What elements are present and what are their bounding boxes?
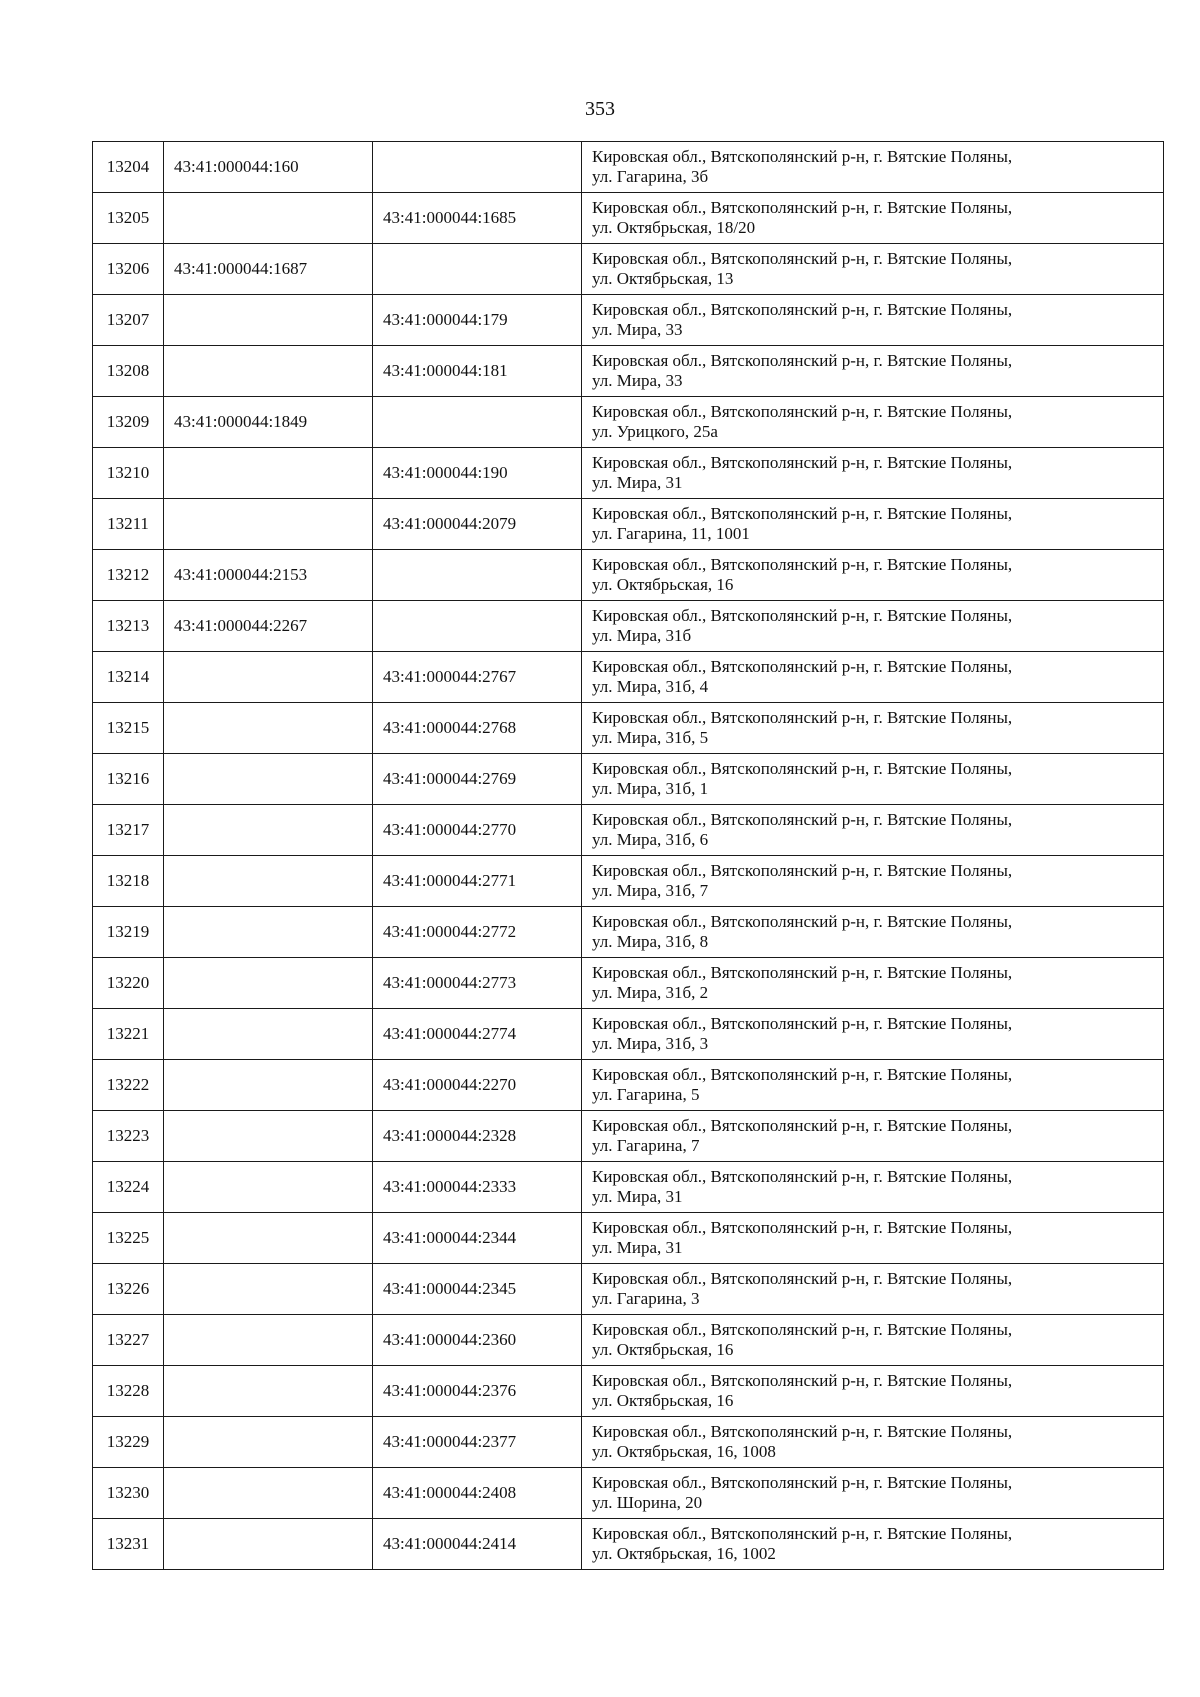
cadastral-number-secondary: 43:41:000044:2768 (373, 703, 582, 754)
registry-body (93, 142, 1164, 1570)
cadastral-number-primary (164, 805, 373, 856)
row-number: 13220 (93, 958, 164, 1009)
cadastral-number-primary (164, 1519, 373, 1570)
address-line-street: ул. Шорина, 20 (592, 1493, 703, 1512)
cadastral-number-secondary: 43:41:000044:2772 (373, 907, 582, 958)
address-cell (582, 244, 1164, 295)
row-number: 13212 (93, 550, 164, 601)
table-row (93, 346, 1164, 397)
row-number: 13227 (93, 1315, 164, 1366)
address-cell (582, 1162, 1164, 1213)
cadastral-number-primary: 43:41:000044:160 (164, 142, 373, 193)
cadastral-number-secondary: 43:41:000044:2344 (373, 1213, 582, 1264)
address-line-street: ул. Мира, 31б, 2 (592, 983, 709, 1002)
cadastral-number-primary (164, 193, 373, 244)
address-line-street: ул. Мира, 31б, 4 (592, 677, 709, 696)
row-number: 13205 (93, 193, 164, 244)
address-line-region: Кировская обл., Вятскополянский р-н, г. Вятские Поляны, (592, 861, 1013, 880)
cadastral-number-secondary: 43:41:000044:190 (373, 448, 582, 499)
cadastral-number-secondary: 43:41:000044:2769 (373, 754, 582, 805)
address-line-region: Кировская обл., Вятскополянский р-н, г. Вятские Поляны, (592, 1218, 1013, 1237)
cadastral-number-secondary: 43:41:000044:2376 (373, 1366, 582, 1417)
row-number: 13214 (93, 652, 164, 703)
cadastral-number-secondary: 43:41:000044:2771 (373, 856, 582, 907)
table-row (93, 703, 1164, 754)
address-cell (582, 295, 1164, 346)
address-cell (582, 1009, 1164, 1060)
cadastral-number-secondary: 43:41:000044:2328 (373, 1111, 582, 1162)
table-row (93, 652, 1164, 703)
address-line-street: ул. Октябрьская, 16, 1008 (592, 1442, 776, 1461)
table-row (93, 193, 1164, 244)
address-cell (582, 499, 1164, 550)
address-line-region: Кировская обл., Вятскополянский р-н, г. Вятские Поляны, (592, 402, 1013, 421)
address-cell (582, 142, 1164, 193)
row-number: 13225 (93, 1213, 164, 1264)
row-number: 13219 (93, 907, 164, 958)
cadastral-number-primary (164, 703, 373, 754)
address-line-street: ул. Гагарина, 5 (592, 1085, 700, 1104)
address-cell (582, 805, 1164, 856)
address-line-street: ул. Мира, 31б, 1 (592, 779, 709, 798)
cadastral-number-secondary: 43:41:000044:2414 (373, 1519, 582, 1570)
row-number: 13226 (93, 1264, 164, 1315)
address-cell (582, 754, 1164, 805)
cadastral-number-secondary: 43:41:000044:2345 (373, 1264, 582, 1315)
table-row (93, 295, 1164, 346)
table-row (93, 397, 1164, 448)
registry-table (92, 141, 1164, 1570)
cadastral-number-secondary: 43:41:000044:2377 (373, 1417, 582, 1468)
cadastral-number-secondary: 43:41:000044:2333 (373, 1162, 582, 1213)
cadastral-number-primary (164, 754, 373, 805)
address-line-street: ул. Мира, 31б (592, 626, 692, 645)
address-line-street: ул. Октябрьская, 16 (592, 575, 734, 594)
address-line-region: Кировская обл., Вятскополянский р-н, г. Вятские Поляны, (592, 912, 1013, 931)
table-row (93, 907, 1164, 958)
address-line-region: Кировская обл., Вятскополянский р-н, г. Вятские Поляны, (592, 504, 1013, 523)
cadastral-number-primary (164, 856, 373, 907)
table-row (93, 499, 1164, 550)
address-cell (582, 703, 1164, 754)
row-number: 13223 (93, 1111, 164, 1162)
row-number: 13208 (93, 346, 164, 397)
address-line-region: Кировская обл., Вятскополянский р-н, г. Вятские Поляны, (592, 810, 1013, 829)
cadastral-number-primary (164, 1009, 373, 1060)
cadastral-number-secondary: 43:41:000044:2773 (373, 958, 582, 1009)
address-line-region: Кировская обл., Вятскополянский р-н, г. Вятские Поляны, (592, 963, 1013, 982)
row-number: 13207 (93, 295, 164, 346)
address-cell (582, 1111, 1164, 1162)
cadastral-number-primary: 43:41:000044:2267 (164, 601, 373, 652)
address-line-region: Кировская обл., Вятскополянский р-н, г. Вятские Поляны, (592, 555, 1013, 574)
address-cell (582, 1366, 1164, 1417)
address-cell (582, 907, 1164, 958)
address-cell (582, 1315, 1164, 1366)
table-row (93, 448, 1164, 499)
cadastral-number-primary (164, 1111, 373, 1162)
page-number: 353 (585, 98, 615, 120)
cadastral-number-primary (164, 958, 373, 1009)
address-line-street: ул. Мира, 31 (592, 1238, 683, 1257)
address-line-region: Кировская обл., Вятскополянский р-н, г. Вятские Поляны, (592, 300, 1013, 319)
table-row (93, 856, 1164, 907)
address-line-street: ул. Гагарина, 7 (592, 1136, 700, 1155)
table-row (93, 805, 1164, 856)
address-line-street: ул. Гагарина, 3 (592, 1289, 700, 1308)
address-cell (582, 652, 1164, 703)
cadastral-number-primary (164, 1417, 373, 1468)
address-cell (582, 856, 1164, 907)
cadastral-number-primary (164, 295, 373, 346)
address-line-region: Кировская обл., Вятскополянский р-н, г. Вятские Поляны, (592, 249, 1013, 268)
cadastral-number-secondary: 43:41:000044:2408 (373, 1468, 582, 1519)
address-cell (582, 1468, 1164, 1519)
cadastral-number-secondary: 43:41:000044:2079 (373, 499, 582, 550)
cadastral-number-secondary (373, 397, 582, 448)
table-row (93, 550, 1164, 601)
cadastral-number-primary (164, 1264, 373, 1315)
table-row (93, 754, 1164, 805)
address-line-region: Кировская обл., Вятскополянский р-н, г. Вятские Поляны, (592, 1269, 1013, 1288)
row-number: 13204 (93, 142, 164, 193)
cadastral-number-primary (164, 907, 373, 958)
address-line-region: Кировская обл., Вятскополянский р-н, г. Вятские Поляны, (592, 606, 1013, 625)
row-number: 13216 (93, 754, 164, 805)
address-line-region: Кировская обл., Вятскополянский р-н, г. Вятские Поляны, (592, 708, 1013, 727)
cadastral-number-secondary (373, 244, 582, 295)
cadastral-number-secondary: 43:41:000044:181 (373, 346, 582, 397)
address-cell (582, 1519, 1164, 1570)
address-cell (582, 1060, 1164, 1111)
address-line-street: ул. Урицкого, 25а (592, 422, 718, 441)
cadastral-number-primary (164, 1315, 373, 1366)
cadastral-number-primary (164, 346, 373, 397)
address-line-region: Кировская обл., Вятскополянский р-н, г. Вятские Поляны, (592, 657, 1013, 676)
row-number: 13211 (93, 499, 164, 550)
table-row (93, 1264, 1164, 1315)
row-number: 13222 (93, 1060, 164, 1111)
cadastral-number-primary (164, 1060, 373, 1111)
address-line-street: ул. Октябрьская, 16 (592, 1391, 734, 1410)
table-row (93, 1519, 1164, 1570)
address-line-region: Кировская обл., Вятскополянский р-н, г. Вятские Поляны, (592, 1065, 1013, 1084)
address-line-region: Кировская обл., Вятскополянский р-н, г. Вятские Поляны, (592, 1167, 1013, 1186)
row-number: 13213 (93, 601, 164, 652)
address-line-region: Кировская обл., Вятскополянский р-н, г. Вятские Поляны, (592, 1320, 1013, 1339)
address-cell (582, 958, 1164, 1009)
row-number: 13209 (93, 397, 164, 448)
address-line-street: ул. Мира, 31б, 8 (592, 932, 709, 951)
row-number: 13221 (93, 1009, 164, 1060)
address-line-street: ул. Мира, 31б, 6 (592, 830, 709, 849)
address-cell (582, 397, 1164, 448)
row-number: 13230 (93, 1468, 164, 1519)
cadastral-number-secondary: 43:41:000044:2770 (373, 805, 582, 856)
address-line-street: ул. Мира, 31б, 3 (592, 1034, 709, 1053)
address-cell (582, 601, 1164, 652)
address-line-region: Кировская обл., Вятскополянский р-н, г. Вятские Поляны, (592, 351, 1013, 370)
address-line-region: Кировская обл., Вятскополянский р-н, г. Вятские Поляны, (592, 1422, 1013, 1441)
table-row (93, 1213, 1164, 1264)
address-line-street: ул. Мира, 31б, 5 (592, 728, 709, 747)
row-number: 13217 (93, 805, 164, 856)
row-number: 13228 (93, 1366, 164, 1417)
address-line-region: Кировская обл., Вятскополянский р-н, г. Вятские Поляны, (592, 1524, 1013, 1543)
cadastral-number-secondary (373, 601, 582, 652)
row-number: 13224 (93, 1162, 164, 1213)
table-row (93, 1009, 1164, 1060)
cadastral-number-primary (164, 1213, 373, 1264)
cadastral-number-primary (164, 1366, 373, 1417)
address-cell (582, 1264, 1164, 1315)
cadastral-number-primary (164, 652, 373, 703)
cadastral-number-primary: 43:41:000044:1849 (164, 397, 373, 448)
cadastral-number-secondary: 43:41:000044:1685 (373, 193, 582, 244)
address-line-region: Кировская обл., Вятскополянский р-н, г. Вятские Поляны, (592, 198, 1013, 217)
table-row (93, 1417, 1164, 1468)
address-line-street: ул. Октябрьская, 18/20 (592, 218, 756, 237)
cadastral-number-secondary: 43:41:000044:2270 (373, 1060, 582, 1111)
address-line-region: Кировская обл., Вятскополянский р-н, г. Вятские Поляны, (592, 1116, 1013, 1135)
address-cell (582, 448, 1164, 499)
table-row (93, 958, 1164, 1009)
cadastral-number-primary (164, 1162, 373, 1213)
address-line-street: ул. Мира, 33 (592, 320, 683, 339)
address-line-region: Кировская обл., Вятскополянский р-н, г. Вятские Поляны, (592, 1014, 1013, 1033)
table-row (93, 1315, 1164, 1366)
cadastral-number-primary: 43:41:000044:2153 (164, 550, 373, 601)
row-number: 13229 (93, 1417, 164, 1468)
cadastral-number-primary (164, 499, 373, 550)
address-line-region: Кировская обл., Вятскополянский р-н, г. Вятские Поляны, (592, 147, 1013, 166)
row-number: 13218 (93, 856, 164, 907)
address-line-region: Кировская обл., Вятскополянский р-н, г. Вятские Поляны, (592, 1371, 1013, 1390)
address-line-street: ул. Мира, 33 (592, 371, 683, 390)
cadastral-number-primary (164, 1468, 373, 1519)
address-cell (582, 1417, 1164, 1468)
cadastral-number-secondary (373, 142, 582, 193)
cadastral-number-secondary: 43:41:000044:179 (373, 295, 582, 346)
table-row (93, 244, 1164, 295)
address-line-street: ул. Октябрьская, 13 (592, 269, 734, 288)
address-line-street: ул. Гагарина, 11, 1001 (592, 524, 750, 543)
address-line-region: Кировская обл., Вятскополянский р-н, г. Вятские Поляны, (592, 1473, 1013, 1492)
cadastral-number-secondary: 43:41:000044:2767 (373, 652, 582, 703)
address-line-street: ул. Гагарина, 3б (592, 167, 709, 186)
table-row (93, 1366, 1164, 1417)
table-row (93, 1162, 1164, 1213)
address-cell (582, 550, 1164, 601)
row-number: 13206 (93, 244, 164, 295)
cadastral-number-primary (164, 448, 373, 499)
address-line-street: ул. Мира, 31 (592, 473, 683, 492)
address-line-street: ул. Мира, 31б, 7 (592, 881, 709, 900)
address-cell (582, 346, 1164, 397)
row-number: 13215 (93, 703, 164, 754)
address-line-region: Кировская обл., Вятскополянский р-н, г. Вятские Поляны, (592, 759, 1013, 778)
table-row (93, 1468, 1164, 1519)
table-row (93, 601, 1164, 652)
address-line-street: ул. Октябрьская, 16, 1002 (592, 1544, 776, 1563)
address-line-street: ул. Октябрьская, 16 (592, 1340, 734, 1359)
table-row (93, 1111, 1164, 1162)
cadastral-number-primary: 43:41:000044:1687 (164, 244, 373, 295)
cadastral-number-secondary: 43:41:000044:2360 (373, 1315, 582, 1366)
address-line-street: ул. Мира, 31 (592, 1187, 683, 1206)
table-row (93, 1060, 1164, 1111)
row-number: 13231 (93, 1519, 164, 1570)
cadastral-number-secondary (373, 550, 582, 601)
row-number: 13210 (93, 448, 164, 499)
address-cell (582, 193, 1164, 244)
address-cell (582, 1213, 1164, 1264)
table-row (93, 142, 1164, 193)
address-line-region: Кировская обл., Вятскополянский р-н, г. Вятские Поляны, (592, 453, 1013, 472)
cadastral-number-secondary: 43:41:000044:2774 (373, 1009, 582, 1060)
